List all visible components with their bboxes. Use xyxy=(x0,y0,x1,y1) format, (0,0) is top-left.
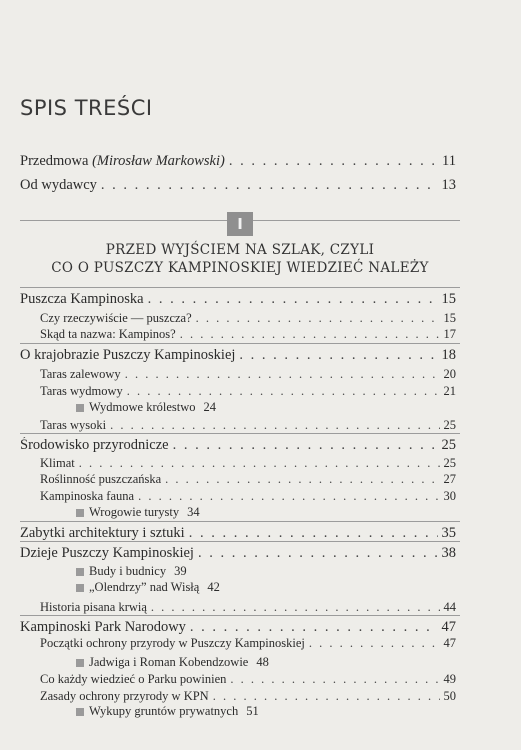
toc-entry-label: Taras zalewowy xyxy=(40,367,121,381)
toc-section-entry xyxy=(20,525,456,542)
toc-entry-page: 25 xyxy=(443,456,456,470)
toc-subsection-entry xyxy=(40,384,456,399)
dot-leader xyxy=(125,367,440,382)
toc-entry-label: Jadwiga i Roman Kobendzowie xyxy=(89,655,249,669)
toc-boxed-entry xyxy=(76,400,216,415)
section-rule xyxy=(20,433,460,434)
toc-subsection-entry xyxy=(40,672,456,687)
dot-leader xyxy=(213,689,440,704)
square-bullet-icon xyxy=(76,659,84,667)
toc-entry-page: 47 xyxy=(443,636,456,650)
section-rule xyxy=(20,287,460,288)
toc-subsection-entry xyxy=(40,418,456,433)
toc-entry-page: 25 xyxy=(443,418,456,432)
toc-entry-publisher xyxy=(20,177,456,194)
toc-entry-page: 25 xyxy=(441,437,456,453)
dot-leader xyxy=(229,153,438,170)
section-rule xyxy=(20,343,460,344)
toc-subsection-entry xyxy=(40,456,456,471)
toc-entry-page: 38 xyxy=(441,545,456,561)
section-rule xyxy=(20,541,460,542)
toc-subsection-entry xyxy=(40,367,456,382)
dot-leader xyxy=(79,456,440,471)
part-heading-line-2: CO O PUSZCZY KAMPINOSKIEJ WIEDZIEĆ NALEŻY xyxy=(51,260,429,276)
square-bullet-icon xyxy=(76,708,84,716)
square-bullet-icon xyxy=(76,404,84,412)
toc-entry-label: Zasady ochrony przyrody w KPN xyxy=(40,689,209,703)
dot-leader xyxy=(101,177,438,194)
dot-leader xyxy=(151,600,440,615)
toc-entry-preface xyxy=(20,153,456,170)
toc-entry-page: 21 xyxy=(443,384,456,398)
toc-entry-page: 39 xyxy=(174,564,187,578)
square-bullet-icon xyxy=(76,509,84,517)
toc-entry-label: Dzieje Puszczy Kampinoskiej xyxy=(20,545,194,561)
toc-boxed-entry xyxy=(76,505,200,520)
toc-entry-page: 17 xyxy=(443,327,456,341)
section-rule xyxy=(20,521,460,522)
toc-subsection-entry xyxy=(40,472,456,487)
toc-subsection-entry xyxy=(40,311,456,326)
toc-entry-page: 15 xyxy=(441,291,456,307)
dot-leader xyxy=(196,311,440,326)
toc-section-entry xyxy=(20,437,456,454)
toc-boxed-entry xyxy=(76,564,187,579)
toc-section-entry xyxy=(20,347,456,364)
toc-entry-label: Kampinoski Park Narodowy xyxy=(20,619,186,635)
toc-section-entry xyxy=(20,291,456,308)
toc-entry-label: Początki ochrony przyrody w Puszczy Kampinoskiej xyxy=(40,636,305,650)
toc-subsection-entry xyxy=(40,636,456,651)
toc-entry-label: O krajobrazie Puszczy Kampinoskiej xyxy=(20,347,236,363)
toc-boxed-entry xyxy=(76,580,220,595)
toc-entry-page: 51 xyxy=(246,704,259,718)
toc-entry-label: Wrogowie turysty xyxy=(89,505,180,519)
toc-entry-page: 47 xyxy=(441,619,456,635)
toc-entry-page: 15 xyxy=(443,311,456,325)
toc-entry-page: 24 xyxy=(203,400,217,414)
toc-subsection-entry xyxy=(40,489,456,504)
square-bullet-icon xyxy=(76,568,84,576)
toc-entry-label: Co każdy wiedzieć o Parku powinien xyxy=(40,672,227,686)
toc-entry-label: Klimat xyxy=(40,456,75,470)
toc-entry-label: Wydmowe królestwo xyxy=(89,400,196,414)
toc-entry-label: Kampinoska fauna xyxy=(40,489,135,503)
toc-subsection-entry xyxy=(40,689,456,704)
dot-leader xyxy=(190,619,438,636)
toc-entry-page: 34 xyxy=(187,505,200,519)
dot-leader xyxy=(110,418,439,433)
toc-entry-label: Od wydawcy xyxy=(20,177,97,193)
dot-leader xyxy=(230,672,439,687)
toc-entry-label: Roślinność puszczańska xyxy=(40,472,162,486)
toc-entry-page: 42 xyxy=(207,580,220,594)
toc-subsection-entry xyxy=(40,600,456,615)
toc-entry-page: 49 xyxy=(443,672,456,686)
dot-leader xyxy=(138,489,439,504)
toc-entry-label: Taras wysoki xyxy=(40,418,107,432)
toc-entry-page: 48 xyxy=(256,655,269,669)
dot-leader xyxy=(189,525,438,542)
toc-entry-page: 35 xyxy=(441,525,456,541)
toc-entry-label: Zabytki architektury i sztuki xyxy=(20,525,185,541)
toc-entry-label: Środowisko przyrodnicze xyxy=(20,437,169,453)
toc-entry-page: 44 xyxy=(443,600,456,614)
toc-entry-page: 18 xyxy=(441,347,456,363)
toc-entry-label: Skąd ta nazwa: Kampinos? xyxy=(40,327,176,341)
toc-entry-page: 11 xyxy=(442,153,456,169)
dot-leader xyxy=(180,327,440,342)
section-rule xyxy=(20,615,460,616)
part-heading-line-1: PRZED WYJŚCIEM NA SZLAK, CZYLI xyxy=(105,242,375,258)
toc-subsection-entry xyxy=(40,327,456,342)
toc-entry-page: 13 xyxy=(441,177,456,193)
dot-leader xyxy=(198,545,438,562)
square-bullet-icon xyxy=(76,584,84,592)
toc-entry-label: Przedmowa (Mirosław Markowski) xyxy=(20,153,225,169)
dot-leader xyxy=(165,472,439,487)
toc-entry-label: Czy rzeczywiście — puszcza? xyxy=(40,311,192,325)
toc-boxed-entry xyxy=(76,704,259,719)
toc-entry-page: 30 xyxy=(443,489,456,503)
toc-entry-page: 20 xyxy=(443,367,456,381)
toc-entry-label: „Olendrzy” nad Wisłą xyxy=(89,580,200,594)
toc-section-entry xyxy=(20,545,456,562)
dot-leader xyxy=(309,636,440,651)
toc-entry-label: Taras wydmowy xyxy=(40,384,123,398)
dot-leader xyxy=(148,291,438,308)
part-number-badge: I xyxy=(227,212,253,236)
toc-entry-label: Puszcza Kampinoska xyxy=(20,291,144,307)
toc-entry-label: Budy i budnicy xyxy=(89,564,167,578)
toc-title: SPIS TREŚCI xyxy=(20,96,153,120)
dot-leader xyxy=(239,347,437,364)
toc-boxed-entry xyxy=(76,655,269,670)
toc-entry-label: Wykupy gruntów prywatnych xyxy=(89,704,239,718)
dot-leader xyxy=(127,384,440,399)
toc-entry-page: 27 xyxy=(443,472,456,486)
dot-leader xyxy=(173,437,438,454)
toc-section-entry xyxy=(20,619,456,636)
toc-entry-page: 50 xyxy=(443,689,456,703)
toc-entry-label: Historia pisana krwią xyxy=(40,600,147,614)
